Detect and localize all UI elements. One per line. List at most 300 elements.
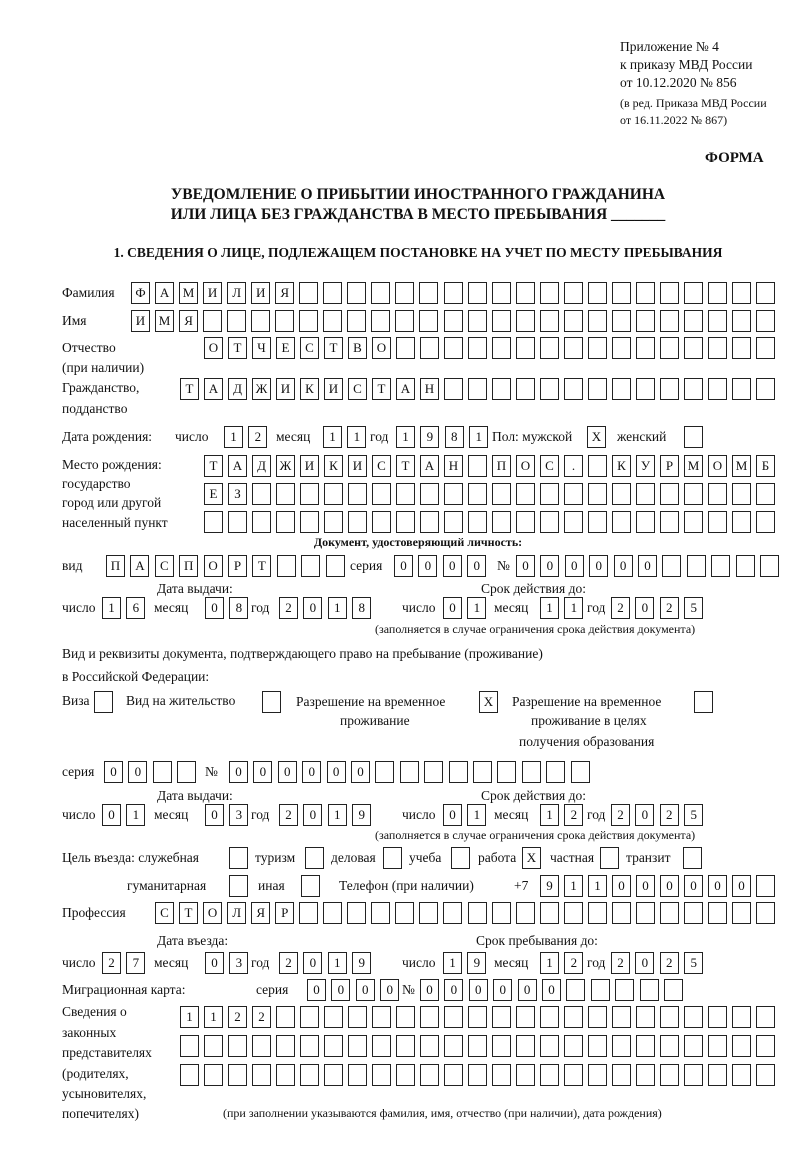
char-box[interactable]: М	[155, 310, 174, 332]
char-box[interactable]	[468, 483, 487, 505]
char-box[interactable]	[444, 282, 463, 304]
char-box[interactable]	[444, 511, 463, 533]
char-box[interactable]	[708, 1006, 727, 1028]
char-box[interactable]	[708, 282, 727, 304]
char-box[interactable]: О	[372, 337, 391, 359]
char-box[interactable]: М	[179, 282, 198, 304]
char-box[interactable]	[684, 282, 703, 304]
char-box[interactable]	[228, 1064, 247, 1086]
char-box[interactable]: 0	[635, 952, 654, 974]
char-box[interactable]: 2	[279, 952, 298, 974]
char-box[interactable]	[708, 378, 727, 400]
char-box[interactable]	[468, 902, 487, 924]
char-box[interactable]: Я	[179, 310, 198, 332]
char-box[interactable]: 0	[418, 555, 437, 577]
char-box[interactable]: 1	[467, 597, 486, 619]
char-box[interactable]	[588, 483, 607, 505]
char-box[interactable]	[640, 979, 659, 1001]
char-box[interactable]	[684, 1064, 703, 1086]
char-box[interactable]	[180, 1035, 199, 1057]
char-box[interactable]	[660, 282, 679, 304]
char-box[interactable]: У	[636, 455, 655, 477]
char-box[interactable]	[516, 378, 535, 400]
char-box[interactable]	[756, 1006, 775, 1028]
char-box[interactable]: 0	[635, 597, 654, 619]
char-box[interactable]	[684, 511, 703, 533]
char-box[interactable]	[516, 1035, 535, 1057]
char-box[interactable]	[564, 282, 583, 304]
char-box[interactable]: Т	[324, 337, 343, 359]
char-box[interactable]	[636, 511, 655, 533]
char-box[interactable]	[588, 902, 607, 924]
char-box[interactable]: 0	[302, 761, 321, 783]
char-box[interactable]: 9	[540, 875, 559, 897]
char-box[interactable]	[660, 1006, 679, 1028]
char-box[interactable]	[564, 1006, 583, 1028]
char-box[interactable]: С	[300, 337, 319, 359]
char-box[interactable]	[732, 1006, 751, 1028]
char-box[interactable]	[571, 761, 590, 783]
char-box[interactable]	[756, 902, 775, 924]
char-box[interactable]: 0	[303, 597, 322, 619]
char-box[interactable]: Ж	[276, 455, 295, 477]
char-box[interactable]: К	[612, 455, 631, 477]
char-box[interactable]	[636, 1006, 655, 1028]
char-box[interactable]	[299, 310, 318, 332]
char-box[interactable]	[660, 310, 679, 332]
char-box[interactable]: 1	[467, 804, 486, 826]
char-box[interactable]: О	[204, 555, 223, 577]
char-box[interactable]	[736, 555, 755, 577]
char-box[interactable]	[372, 1064, 391, 1086]
char-box[interactable]	[708, 1035, 727, 1057]
char-box[interactable]	[756, 378, 775, 400]
char-box[interactable]: 2	[102, 952, 121, 974]
char-box[interactable]: 0	[636, 875, 655, 897]
char-box[interactable]	[612, 902, 631, 924]
char-box[interactable]: Е	[276, 337, 295, 359]
char-box[interactable]	[636, 378, 655, 400]
char-box[interactable]	[305, 847, 324, 869]
char-box[interactable]	[684, 902, 703, 924]
char-box[interactable]	[708, 511, 727, 533]
char-box[interactable]	[492, 310, 511, 332]
char-box[interactable]: П	[492, 455, 511, 477]
char-box[interactable]: И	[324, 378, 343, 400]
char-box[interactable]: И	[276, 378, 295, 400]
char-box[interactable]: Т	[372, 378, 391, 400]
char-box[interactable]: 0	[278, 761, 297, 783]
char-box[interactable]	[636, 1035, 655, 1057]
char-box[interactable]	[301, 875, 320, 897]
char-box[interactable]	[588, 1006, 607, 1028]
char-box[interactable]	[299, 902, 318, 924]
char-box[interactable]: Я	[275, 282, 294, 304]
char-box[interactable]: 0	[253, 761, 272, 783]
char-box[interactable]	[180, 1064, 199, 1086]
char-box[interactable]	[564, 902, 583, 924]
char-box[interactable]: 0	[589, 555, 608, 577]
char-box[interactable]	[540, 310, 559, 332]
char-box[interactable]: Д	[252, 455, 271, 477]
char-box[interactable]	[419, 310, 438, 332]
char-box[interactable]: Т	[228, 337, 247, 359]
char-box[interactable]	[492, 1006, 511, 1028]
char-box[interactable]: 2	[248, 426, 267, 448]
char-box[interactable]: 0	[516, 555, 535, 577]
char-box[interactable]: К	[324, 455, 343, 477]
char-box[interactable]	[492, 378, 511, 400]
char-box[interactable]	[395, 282, 414, 304]
char-box[interactable]	[588, 378, 607, 400]
char-box[interactable]: 0	[327, 761, 346, 783]
char-box[interactable]	[516, 511, 535, 533]
char-box[interactable]	[420, 337, 439, 359]
char-box[interactable]: Р	[228, 555, 247, 577]
char-box[interactable]	[732, 511, 751, 533]
char-box[interactable]: Р	[660, 455, 679, 477]
char-box[interactable]: К	[300, 378, 319, 400]
char-box[interactable]	[612, 337, 631, 359]
char-box[interactable]	[732, 337, 751, 359]
char-box[interactable]	[756, 310, 775, 332]
char-box[interactable]: 1	[540, 952, 559, 974]
char-box[interactable]: 0	[467, 555, 486, 577]
char-box[interactable]	[732, 378, 751, 400]
char-box[interactable]	[756, 282, 775, 304]
char-box[interactable]	[372, 1006, 391, 1028]
char-box[interactable]	[300, 483, 319, 505]
char-box[interactable]	[444, 1035, 463, 1057]
char-box[interactable]: 0	[205, 804, 224, 826]
char-box[interactable]	[492, 483, 511, 505]
char-box[interactable]: 2	[660, 804, 679, 826]
char-box[interactable]	[564, 1064, 583, 1086]
char-box[interactable]: 2	[564, 804, 583, 826]
char-box[interactable]	[588, 282, 607, 304]
char-box[interactable]: 0	[394, 555, 413, 577]
char-box[interactable]	[204, 1064, 223, 1086]
char-box[interactable]	[612, 310, 631, 332]
char-box[interactable]	[566, 979, 585, 1001]
char-box[interactable]	[276, 1035, 295, 1057]
char-box[interactable]	[324, 1035, 343, 1057]
char-box[interactable]: 0	[303, 804, 322, 826]
char-box[interactable]	[612, 282, 631, 304]
char-box[interactable]: И	[251, 282, 270, 304]
char-box[interactable]: 2	[660, 952, 679, 974]
char-box[interactable]	[492, 282, 511, 304]
char-box[interactable]	[588, 1035, 607, 1057]
char-box[interactable]	[396, 337, 415, 359]
char-box[interactable]: Н	[420, 378, 439, 400]
char-box[interactable]: 0	[493, 979, 512, 1001]
char-box[interactable]: 1	[564, 597, 583, 619]
char-box[interactable]: Д	[228, 378, 247, 400]
char-box[interactable]	[252, 1064, 271, 1086]
char-box[interactable]	[516, 1064, 535, 1086]
char-box[interactable]	[492, 1064, 511, 1086]
char-box[interactable]	[660, 483, 679, 505]
char-box[interactable]	[687, 555, 706, 577]
char-box[interactable]: 2	[564, 952, 583, 974]
char-box[interactable]	[546, 761, 565, 783]
char-box[interactable]	[694, 691, 713, 713]
char-box[interactable]	[588, 455, 607, 477]
char-box[interactable]: И	[203, 282, 222, 304]
char-box[interactable]	[540, 282, 559, 304]
char-box[interactable]	[588, 310, 607, 332]
char-box[interactable]	[684, 1006, 703, 1028]
char-box[interactable]: И	[300, 455, 319, 477]
char-box[interactable]: О	[516, 455, 535, 477]
char-box[interactable]	[497, 761, 516, 783]
char-box[interactable]: 2	[611, 952, 630, 974]
char-box[interactable]: 1	[396, 426, 415, 448]
char-box[interactable]: С	[348, 378, 367, 400]
char-box[interactable]	[468, 1064, 487, 1086]
char-box[interactable]: 0	[638, 555, 657, 577]
char-box[interactable]	[468, 310, 487, 332]
char-box[interactable]: О	[203, 902, 222, 924]
char-box[interactable]	[468, 378, 487, 400]
char-box[interactable]	[708, 902, 727, 924]
char-box[interactable]	[347, 902, 366, 924]
char-box[interactable]	[444, 337, 463, 359]
char-box[interactable]	[540, 337, 559, 359]
char-box[interactable]: 0	[635, 804, 654, 826]
char-box[interactable]: Л	[227, 282, 246, 304]
char-box[interactable]	[732, 310, 751, 332]
char-box[interactable]: Б	[756, 455, 775, 477]
char-box[interactable]: М	[732, 455, 751, 477]
char-box[interactable]: X	[587, 426, 606, 448]
char-box[interactable]: 1	[443, 952, 462, 974]
char-box[interactable]	[372, 1035, 391, 1057]
char-box[interactable]: А	[396, 378, 415, 400]
char-box[interactable]	[348, 483, 367, 505]
char-box[interactable]	[323, 902, 342, 924]
char-box[interactable]	[636, 282, 655, 304]
char-box[interactable]: 2	[611, 804, 630, 826]
char-box[interactable]: 8	[229, 597, 248, 619]
char-box[interactable]	[756, 1064, 775, 1086]
char-box[interactable]	[324, 483, 343, 505]
char-box[interactable]: 2	[611, 597, 630, 619]
char-box[interactable]	[468, 455, 487, 477]
char-box[interactable]	[564, 310, 583, 332]
char-box[interactable]	[468, 1035, 487, 1057]
char-box[interactable]	[300, 1035, 319, 1057]
char-box[interactable]	[600, 847, 619, 869]
char-box[interactable]: 0	[102, 804, 121, 826]
char-box[interactable]	[684, 310, 703, 332]
char-box[interactable]	[711, 555, 730, 577]
char-box[interactable]	[756, 337, 775, 359]
char-box[interactable]	[371, 282, 390, 304]
char-box[interactable]	[516, 902, 535, 924]
char-box[interactable]: Ч	[252, 337, 271, 359]
char-box[interactable]	[636, 310, 655, 332]
char-box[interactable]	[662, 555, 681, 577]
char-box[interactable]	[588, 511, 607, 533]
char-box[interactable]: 1	[347, 426, 366, 448]
char-box[interactable]: 9	[352, 804, 371, 826]
char-box[interactable]	[372, 511, 391, 533]
char-box[interactable]	[420, 1064, 439, 1086]
char-box[interactable]: 0	[356, 979, 375, 1001]
char-box[interactable]	[444, 378, 463, 400]
char-box[interactable]: 1	[328, 804, 347, 826]
char-box[interactable]	[372, 483, 391, 505]
char-box[interactable]	[444, 1006, 463, 1028]
char-box[interactable]	[323, 310, 342, 332]
char-box[interactable]	[299, 282, 318, 304]
char-box[interactable]	[468, 282, 487, 304]
char-box[interactable]	[612, 1064, 631, 1086]
char-box[interactable]: 0	[128, 761, 147, 783]
char-box[interactable]	[227, 310, 246, 332]
char-box[interactable]	[636, 1064, 655, 1086]
char-box[interactable]: С	[372, 455, 391, 477]
char-box[interactable]: 7	[126, 952, 145, 974]
char-box[interactable]	[612, 483, 631, 505]
char-box[interactable]	[396, 1064, 415, 1086]
char-box[interactable]	[516, 282, 535, 304]
char-box[interactable]: О	[708, 455, 727, 477]
char-box[interactable]	[540, 511, 559, 533]
char-box[interactable]: И	[348, 455, 367, 477]
char-box[interactable]	[660, 378, 679, 400]
char-box[interactable]	[564, 337, 583, 359]
char-box[interactable]	[275, 310, 294, 332]
char-box[interactable]	[684, 426, 703, 448]
char-box[interactable]	[564, 378, 583, 400]
char-box[interactable]	[396, 1006, 415, 1028]
char-box[interactable]	[660, 902, 679, 924]
char-box[interactable]	[94, 691, 113, 713]
char-box[interactable]	[492, 902, 511, 924]
char-box[interactable]: 5	[684, 804, 703, 826]
char-box[interactable]	[228, 511, 247, 533]
char-box[interactable]	[708, 1064, 727, 1086]
char-box[interactable]	[348, 1035, 367, 1057]
char-box[interactable]	[348, 1064, 367, 1086]
char-box[interactable]: Е	[204, 483, 223, 505]
char-box[interactable]	[229, 847, 248, 869]
char-box[interactable]: 0	[380, 979, 399, 1001]
char-box[interactable]: 0	[732, 875, 751, 897]
char-box[interactable]: 8	[445, 426, 464, 448]
char-box[interactable]: 2	[279, 804, 298, 826]
char-box[interactable]: 0	[540, 555, 559, 577]
char-box[interactable]	[660, 511, 679, 533]
char-box[interactable]	[396, 1035, 415, 1057]
char-box[interactable]: М	[684, 455, 703, 477]
char-box[interactable]	[540, 1064, 559, 1086]
char-box[interactable]	[522, 761, 541, 783]
char-box[interactable]: 0	[229, 761, 248, 783]
char-box[interactable]: З	[228, 483, 247, 505]
char-box[interactable]: А	[155, 282, 174, 304]
char-box[interactable]	[732, 1035, 751, 1057]
char-box[interactable]	[252, 483, 271, 505]
char-box[interactable]: 1	[540, 597, 559, 619]
char-box[interactable]	[732, 902, 751, 924]
char-box[interactable]: Я	[251, 902, 270, 924]
char-box[interactable]	[708, 483, 727, 505]
char-box[interactable]: 0	[518, 979, 537, 1001]
char-box[interactable]	[588, 337, 607, 359]
char-box[interactable]: X	[479, 691, 498, 713]
char-box[interactable]	[228, 1035, 247, 1057]
char-box[interactable]: .	[564, 455, 583, 477]
char-box[interactable]	[684, 483, 703, 505]
char-box[interactable]: X	[522, 847, 541, 869]
char-box[interactable]	[252, 511, 271, 533]
char-box[interactable]	[660, 1035, 679, 1057]
char-box[interactable]	[276, 511, 295, 533]
char-box[interactable]: 0	[708, 875, 727, 897]
char-box[interactable]: 1	[102, 597, 121, 619]
char-box[interactable]: Л	[227, 902, 246, 924]
char-box[interactable]: 0	[565, 555, 584, 577]
char-box[interactable]: 0	[444, 979, 463, 1001]
char-box[interactable]	[540, 1035, 559, 1057]
char-box[interactable]	[300, 511, 319, 533]
char-box[interactable]	[252, 1035, 271, 1057]
char-box[interactable]	[419, 282, 438, 304]
char-box[interactable]	[540, 483, 559, 505]
char-box[interactable]: 1	[180, 1006, 199, 1028]
char-box[interactable]	[612, 1006, 631, 1028]
char-box[interactable]: Ж	[252, 378, 271, 400]
char-box[interactable]	[708, 337, 727, 359]
char-box[interactable]	[277, 555, 296, 577]
char-box[interactable]	[371, 310, 390, 332]
char-box[interactable]: 0	[469, 979, 488, 1001]
char-box[interactable]: П	[179, 555, 198, 577]
char-box[interactable]	[323, 282, 342, 304]
char-box[interactable]: 3	[229, 804, 248, 826]
char-box[interactable]	[732, 483, 751, 505]
char-box[interactable]: Н	[444, 455, 463, 477]
char-box[interactable]: А	[228, 455, 247, 477]
char-box[interactable]: 8	[352, 597, 371, 619]
char-box[interactable]	[756, 875, 775, 897]
char-box[interactable]	[420, 511, 439, 533]
char-box[interactable]	[588, 1064, 607, 1086]
char-box[interactable]: 0	[351, 761, 370, 783]
char-box[interactable]	[591, 979, 610, 1001]
char-box[interactable]	[177, 761, 196, 783]
char-box[interactable]	[516, 337, 535, 359]
char-box[interactable]	[204, 1035, 223, 1057]
char-box[interactable]	[564, 511, 583, 533]
char-box[interactable]: П	[106, 555, 125, 577]
char-box[interactable]: 0	[420, 979, 439, 1001]
char-box[interactable]	[300, 1006, 319, 1028]
char-box[interactable]: 0	[660, 875, 679, 897]
char-box[interactable]	[347, 310, 366, 332]
char-box[interactable]	[300, 1064, 319, 1086]
char-box[interactable]	[760, 555, 779, 577]
char-box[interactable]: 3	[229, 952, 248, 974]
char-box[interactable]	[396, 511, 415, 533]
char-box[interactable]	[262, 691, 281, 713]
char-box[interactable]	[492, 337, 511, 359]
char-box[interactable]	[276, 483, 295, 505]
